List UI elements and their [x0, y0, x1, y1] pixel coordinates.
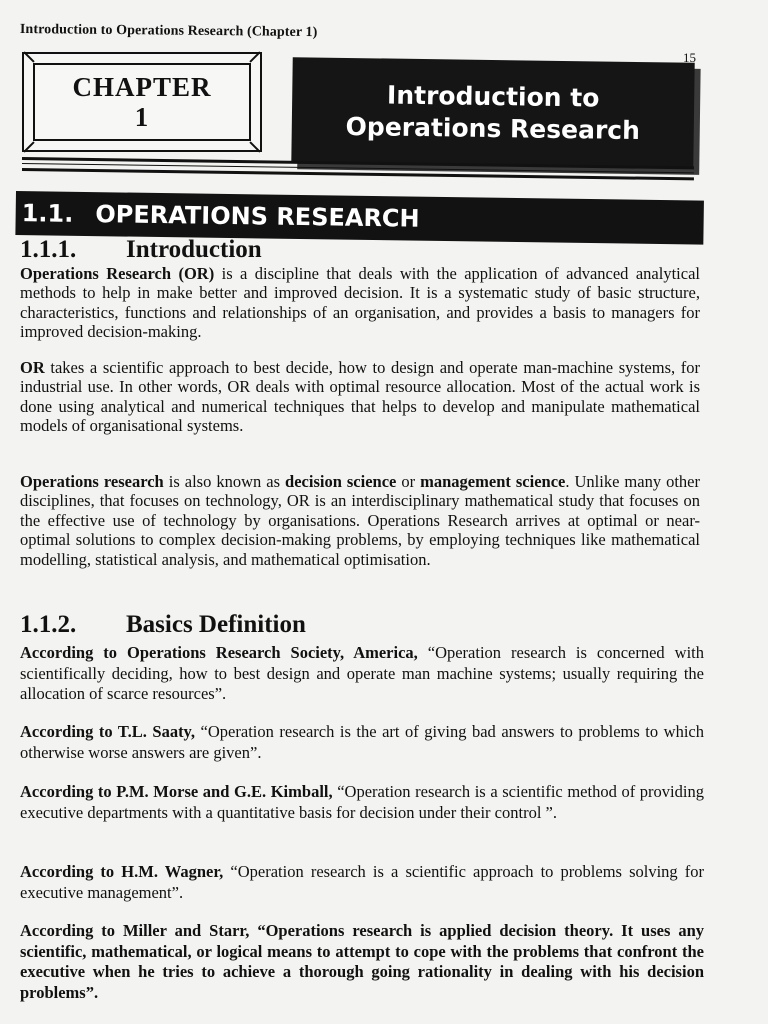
definition-text: “Operation research is a scientific approach to problems solving for executive management”.	[20, 862, 705, 902]
definition-item	[20, 921, 704, 1003]
definition-source: According to P.M. Morse and G.E. Kimball,	[20, 782, 333, 801]
subsection-number: 1.1.2.	[20, 611, 77, 638]
definition-text: “Operations research is applied decision theory. It uses any scientific, mathematical, or logical means to attempt to cope with the problems that confront the executive when he tries to achieve a thorough going rationality in dealing with his decision problems”.	[20, 921, 704, 1002]
definition-source: According to Miller and Starr,	[20, 921, 250, 940]
page-number: 15	[683, 50, 696, 65]
subsection-heading-introduction	[20, 236, 262, 264]
paragraph-text: is a discipline that deals with the application of advanced analytical methods to help in make better and improved decision. It is a systematic study of basic structure, characteristics, functions and relationships of an organisation, and provides a basis to managers for improved decision-making.	[20, 264, 700, 342]
term-operations-research: Operations research	[20, 472, 164, 491]
term-or-short: OR	[20, 358, 45, 377]
subsection-heading-basics	[20, 611, 306, 639]
definition-item	[20, 782, 704, 823]
chapter-word: CHAPTER	[72, 72, 212, 102]
running-head: Introduction to Operations Research (Chapter 1)	[19, 22, 318, 41]
chapter-title-line2: Operations Research	[345, 111, 641, 146]
section-number: 1.1.	[21, 199, 74, 228]
definition-item	[20, 643, 704, 705]
box-bevel	[23, 51, 34, 62]
paragraph-text: is also known as	[163, 472, 286, 491]
term-decision-science: decision science	[285, 472, 397, 491]
definition-text: “Operation research is the art of giving bad answers to problems to which otherwise worse answers are given”.	[20, 722, 704, 762]
term-management-science: management science	[420, 472, 566, 491]
section-title: OPERATIONS RESEARCH	[95, 200, 420, 233]
paragraph-or-definition	[20, 264, 700, 342]
paragraph-or-approach	[20, 358, 700, 436]
definition-text: “Operation research is a scientific method of providing executive departments with a quantitative basis for decision under their control ”.	[20, 782, 704, 822]
subsection-title: Basics Definition	[126, 611, 306, 638]
paragraph-text: . Unlike many other disciplines, that focuses on technology, OR is an interdisciplinary mathematical study that focuses on the effective use of technology by organisations. Operations Research arrives at optimal or near-optimal solutions to complex decision-making problems, by employing techniques like mathematical modelling, statistical analysis, and mathematical optimisation.	[20, 472, 701, 569]
definition-item	[20, 722, 704, 763]
box-bevel	[249, 51, 260, 62]
box-bevel	[23, 141, 34, 152]
box-bevel	[249, 141, 260, 152]
definition-source: According to T.L. Saaty,	[20, 722, 196, 741]
definition-item	[20, 862, 704, 903]
subsection-title: Introduction	[126, 236, 262, 263]
term-or: Operations Research (OR)	[20, 264, 215, 283]
chapter-label	[33, 63, 251, 141]
chapter-title-line1: Introduction to	[386, 80, 600, 113]
definition-source: According to Operations Research Society, America,	[20, 643, 418, 662]
paragraph-or-aka	[20, 472, 700, 569]
chapter-number: 1	[134, 102, 150, 132]
paragraph-text: takes a scientific approach to best decide, how to design and operate man-machine systems, for industrial use. In other words, OR deals with optimal resource allocation. Most of the actual work is done using analytical and numerical techniques that helps to develop and manipulate mathematical models of organisational systems.	[20, 358, 700, 436]
definition-source: According to H.M. Wagner,	[20, 862, 224, 881]
chapter-box	[22, 52, 262, 152]
definition-text: “Operation research is concerned with scientifically deciding, how to best design and operate man machine systems; usually requiring the allocation of scarce resources”.	[20, 643, 704, 703]
chapter-rule-bottom	[22, 168, 694, 180]
chapter-title-box	[291, 57, 694, 169]
paragraph-text: or	[396, 472, 421, 491]
subsection-number: 1.1.1.	[20, 236, 77, 263]
